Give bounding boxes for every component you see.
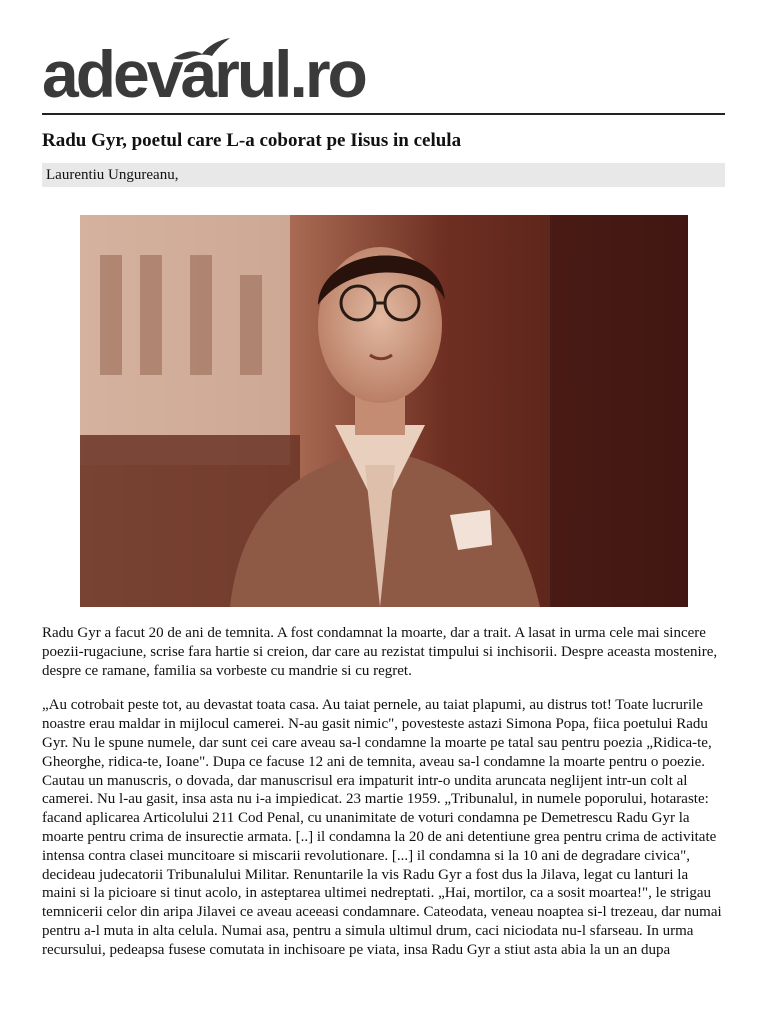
photo-illustration (80, 215, 688, 607)
article-paragraph: „Au cotrobait peste tot, au devastat toata casa. Au taiat pernele, au taiat plapumi, au distrus tot! Toate lucrurile noastre erau maldar in mijlocul camerei. N-au gasit nimic", povesteste astazi Simona Popa, fiica poetului Radu Gyr. Nu le spune numele, dar sunt cei care aveau sa-l condamne la moarte pe tatal sau pentru poezia „Ridica-te, Gheorghe, ridica-te, Ioane". Dupa ce facuse 12 ani de temnita, aveau sa-l condamne la moarte pentru o poezie. Cautau un manuscris, o dovada, dar manuscrisul era impaturit intr-o undita aruncata neglijent intr-un colt al camerei. Nu l-au gasit, insa asta nu i-a impiedicat. 23 martie 1959. „Tribunalul, in numele poporului, hotaraste: facand aplicarea Articolului 211 Cod Penal, cu unanimitate de voturi condamna pe Demetrescu Radu Gyr la moarte pentru crima de insurectie armata. [..] il condamna la 20 de ani detentiune grea pentru crima de activitate intensa contra clasei muncitoare si miscarii revolutionare. [...] il condamna si la 10 ani de degradare civica", decideau judecatorii Tribunalului Militar. Renuntarile la vis Radu Gyr a fost dus la Jilava, legat cu lanturi la maini si la picioare si tinut acolo, in asteptarea ultimei nedreptati. „Hai, mortilor, ca a sosit moartea!", le strigau temnicerii celor din aripa Jilavei ce aveau aceeasi condamnare. Cateodata, veneau noaptea si-l trezeau, dar numai pentru a-l muta in alta celula. Numai asa, pentru a simula ultimul drum, caci niciodata nu-l sfarseau. In urma recursului, pedeapsa fusese comutata in inchisoare pe viata, insa Radu Gyr a stiut asta abia la un an dupa (42, 697, 722, 958)
header-divider (42, 113, 725, 115)
portrait-photo (80, 215, 688, 607)
article-title: Radu Gyr, poetul care L-a coborat pe Iisus in celula (42, 130, 462, 151)
site-logo[interactable]: adevarul.ro (42, 37, 365, 111)
masthead (42, 36, 725, 116)
bird-logo-icon (172, 36, 232, 64)
article-paragraph: Radu Gyr a facut 20 de ani de temnita. A fost condamnat la moarte, dar a trait. A lasat in urma cele mai sincere poezii-rugaciune, scrise fara hartie si creion, dar care au rezistat timpului si inchisorii. Despre aceasta mostenire, despre ce ramane, familia sa vorbeste cu mandrie si cu regret. (42, 625, 718, 679)
article-body (42, 624, 725, 976)
author-byline: Laurentiu Ungureanu, (42, 163, 725, 187)
